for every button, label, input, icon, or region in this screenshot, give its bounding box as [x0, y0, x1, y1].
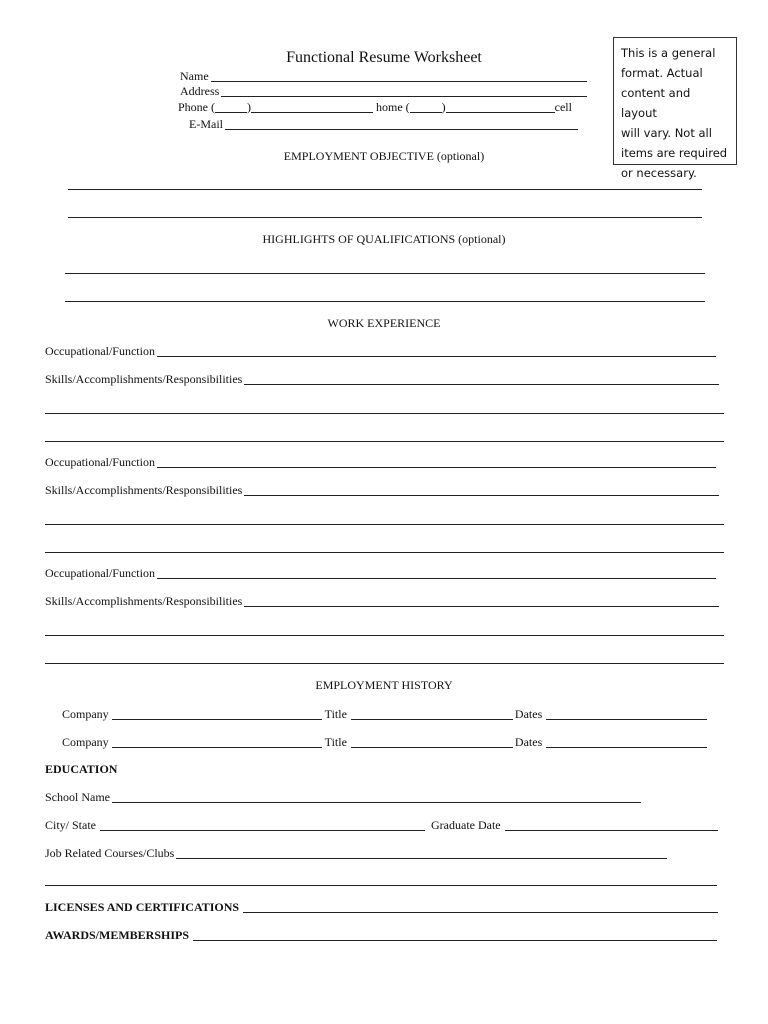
page-title: Functional Resume Worksheet: [286, 49, 482, 66]
address-label: Address: [180, 84, 220, 98]
email-label: E-Mail: [189, 117, 223, 131]
occupational-label: Occupational/Function: [45, 455, 155, 469]
skills-label: Skills/Accomplishments/Responsibilities: [45, 594, 243, 608]
city-label: City/ State: [45, 818, 96, 832]
school-label: School Name: [45, 790, 110, 804]
skills-label: Skills/Accomplishments/Responsibilities: [45, 483, 243, 497]
licenses-label: LICENSES AND CERTIFICATIONS: [45, 900, 240, 914]
awards-field[interactable]: [45, 929, 717, 941]
qualifications-line[interactable]: [65, 273, 705, 274]
skills-line[interactable]: [45, 441, 724, 442]
home-label: home (: [376, 100, 410, 114]
dates-label: Dates: [514, 707, 543, 721]
work-heading: WORK EXPERIENCE: [327, 316, 441, 330]
history-row[interactable]: [62, 736, 707, 748]
objective-line[interactable]: [68, 189, 702, 190]
company-label: Company: [62, 707, 109, 721]
qualifications-heading: HIGHLIGHTS OF QUALIFICATIONS (optional): [262, 232, 506, 246]
school-field[interactable]: [45, 791, 641, 803]
graduate-date-label: Graduate Date: [431, 818, 501, 832]
title-label: Title: [324, 735, 347, 749]
skills-line[interactable]: [45, 552, 724, 553]
objective-line[interactable]: [68, 217, 702, 218]
phone-row[interactable]: Phone ( ) home ( ) cell: [178, 100, 572, 114]
history-heading: EMPLOYMENT HISTORY: [315, 678, 453, 692]
courses-label: Job Related Courses/Clubs: [45, 846, 175, 860]
city-grad-row[interactable]: [45, 819, 718, 831]
occupational-label: Occupational/Function: [45, 566, 155, 580]
occupational-field[interactable]: [45, 345, 716, 357]
name-field[interactable]: [180, 70, 587, 82]
dates-label: Dates: [514, 735, 543, 749]
name-label: Name: [180, 69, 209, 83]
skills-line[interactable]: [45, 635, 724, 636]
courses-line[interactable]: [45, 885, 717, 886]
title-label: Title: [324, 707, 347, 721]
skills-field[interactable]: [45, 595, 719, 607]
phone-label: Phone (: [178, 100, 215, 114]
email-field[interactable]: [189, 118, 578, 130]
skills-line[interactable]: [45, 413, 724, 414]
awards-label: AWARDS/MEMBERSHIPS: [45, 928, 190, 942]
skills-line[interactable]: [45, 524, 724, 525]
skills-field[interactable]: [45, 484, 719, 496]
skills-line[interactable]: [45, 663, 724, 664]
company-label: Company: [62, 735, 109, 749]
address-field[interactable]: [180, 85, 587, 97]
courses-field[interactable]: [45, 847, 667, 859]
format-note: This is a general format. Actual content and layout will vary. Not all items are required or necessary.: [613, 37, 737, 165]
history-row[interactable]: [62, 708, 707, 720]
skills-label: Skills/Accomplishments/Responsibilities: [45, 372, 243, 386]
education-heading: EDUCATION: [45, 762, 118, 776]
occupational-field[interactable]: [45, 567, 716, 579]
occupational-field[interactable]: [45, 456, 716, 468]
occupational-label: Occupational/Function: [45, 344, 155, 358]
qualifications-line[interactable]: [65, 301, 705, 302]
cell-label: cell: [554, 100, 572, 114]
licenses-field[interactable]: [45, 901, 718, 913]
skills-field[interactable]: [45, 373, 719, 385]
objective-heading: EMPLOYMENT OBJECTIVE (optional): [283, 149, 485, 163]
